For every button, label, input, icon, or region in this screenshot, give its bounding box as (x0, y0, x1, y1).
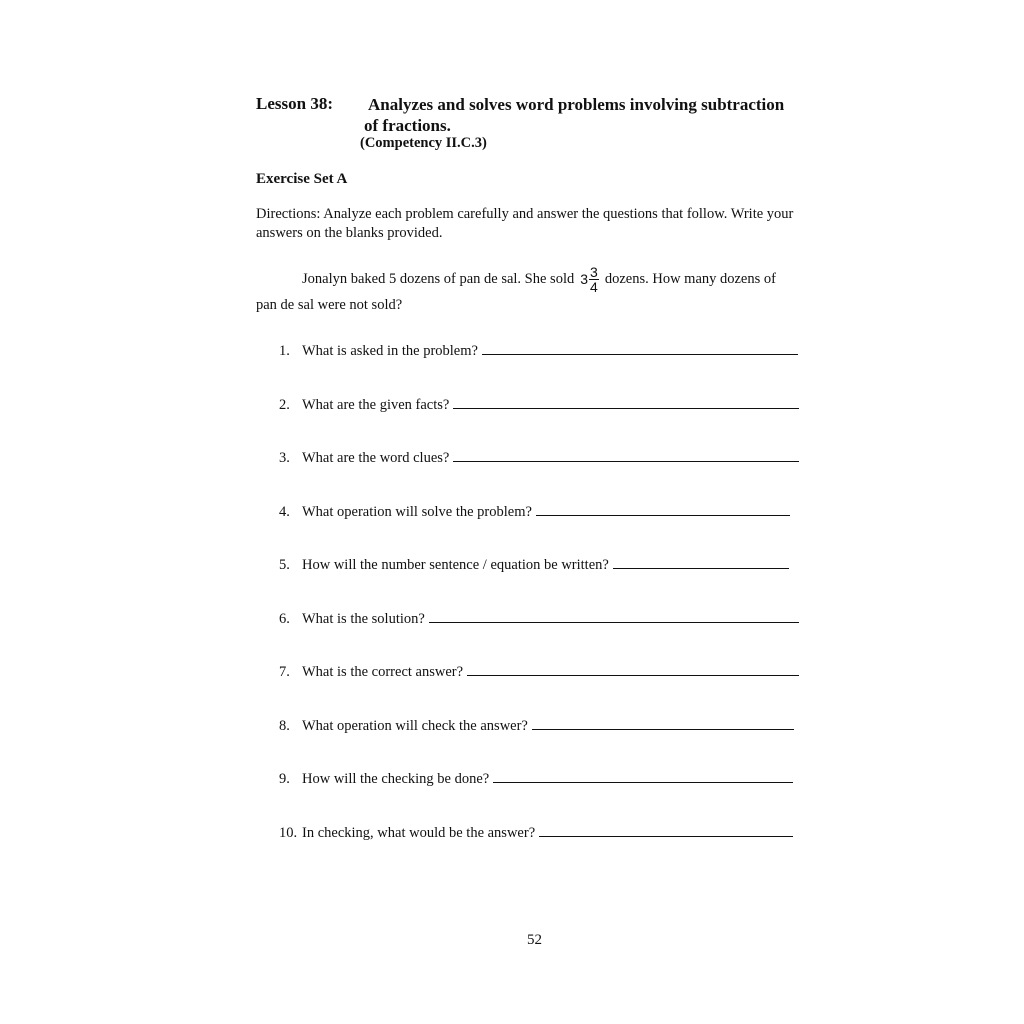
answer-blank[interactable] (539, 824, 793, 837)
question-item (279, 396, 799, 414)
answer-blank[interactable] (613, 556, 789, 569)
question-item (279, 342, 798, 360)
question-text: What is asked in the problem? (302, 343, 478, 359)
exercise-set-title: Exercise Set A (256, 171, 348, 187)
question-number: 4. (279, 504, 290, 520)
question-text: What is the correct answer? (302, 664, 464, 680)
question-text: How will the number sentence / equation be written? (302, 557, 609, 573)
directions-text: Directions: Analyze each problem carefully and answer the questions that follow. Write your answers on the blanks provided. (256, 206, 794, 241)
question-item (279, 556, 789, 574)
answer-blank[interactable] (532, 717, 794, 730)
question-number: 5. (279, 557, 290, 573)
problem-text-before: Jonalyn baked 5 dozens of pan de sal. She sold (302, 270, 575, 287)
question-text: How will the checking be done? (302, 771, 490, 787)
question-text: In checking, what would be the answer? (302, 825, 536, 841)
answer-blank[interactable] (429, 610, 799, 623)
fraction-denominator: 4 (590, 278, 598, 295)
question-number: 3. (279, 450, 290, 466)
problem-statement-line2: pan de sal were not sold? (256, 297, 403, 313)
answer-blank[interactable] (493, 770, 793, 783)
lesson-number: Lesson 38: (256, 94, 333, 113)
lesson-title (364, 94, 824, 136)
question-number: 1. (279, 343, 290, 359)
question-item (279, 610, 799, 628)
question-text: What are the word clues? (302, 450, 450, 466)
question-item (279, 770, 793, 788)
lesson-title-line1: Analyzes and solves word problems involving subtraction (368, 95, 785, 114)
question-text: What operation will solve the problem? (302, 504, 532, 520)
mixed-number (580, 265, 599, 294)
fraction (589, 265, 599, 294)
question-number: 2. (279, 397, 290, 413)
lesson-title-line2: of fractions. (364, 116, 451, 135)
question-item (279, 824, 793, 842)
question-number: 6. (279, 611, 290, 627)
competency-code: (Competency II.C.3) (360, 135, 487, 151)
question-item (279, 449, 799, 467)
question-number: 9. (279, 771, 290, 787)
question-number: 10. (279, 825, 298, 841)
question-number: 8. (279, 718, 290, 734)
question-text: What is the solution? (302, 611, 425, 627)
answer-blank[interactable] (467, 663, 799, 676)
mixed-number-whole: 3 (580, 271, 589, 287)
page-number: 52 (527, 932, 542, 948)
problem-text-after: dozens. How many dozens of (604, 270, 776, 287)
question-text: What operation will check the answer? (302, 718, 528, 734)
problem-statement-line1 (302, 262, 776, 296)
answer-blank[interactable] (453, 396, 799, 409)
answer-blank[interactable] (536, 503, 790, 516)
question-text: What are the given facts? (302, 397, 450, 413)
question-number: 7. (279, 664, 290, 680)
answer-blank[interactable] (482, 342, 798, 355)
answer-blank[interactable] (453, 449, 799, 462)
question-item (279, 663, 799, 681)
question-item (279, 503, 790, 521)
fraction-numerator: 3 (590, 263, 598, 280)
question-item (279, 717, 794, 735)
